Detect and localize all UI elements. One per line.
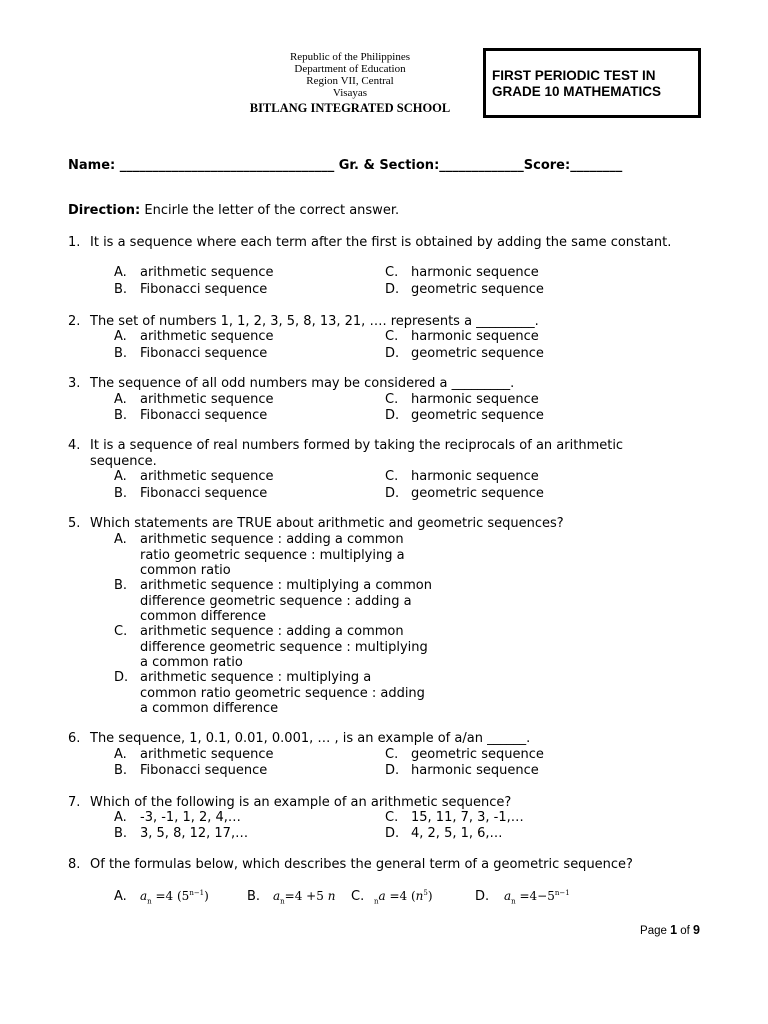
option-b[interactable] xyxy=(114,346,267,362)
option-letter: C. xyxy=(385,810,399,825)
question-3 xyxy=(68,376,708,392)
option-c[interactable] xyxy=(385,747,544,763)
option-b[interactable] xyxy=(114,486,267,502)
republic-text: Republic of the Philippines xyxy=(289,51,411,63)
option-text: harmonic sequence xyxy=(411,392,539,407)
option-letter: A. xyxy=(114,889,127,904)
of-label: of xyxy=(677,925,694,937)
option-a[interactable] xyxy=(114,469,274,485)
option-letter: D. xyxy=(385,408,400,423)
page-label: Page xyxy=(640,925,671,937)
school-header xyxy=(230,51,470,114)
option-text: arithmetic sequence : multiplying a common difference geometric sequence : adding a common difference xyxy=(140,578,432,624)
question-5 xyxy=(68,516,708,532)
question-stem: It is a sequence where each term after the first is obtained by adding the same constant. xyxy=(90,235,672,250)
option-c[interactable] xyxy=(385,810,524,826)
direction xyxy=(68,203,399,218)
option-text: Fibonacci sequence xyxy=(140,408,268,423)
option-text: 15, 11, 7, 3, -1,… xyxy=(411,810,524,825)
question-number: 5. xyxy=(68,516,81,531)
formula-a: $a_n =4$ $(5^{n-1})$ xyxy=(140,889,209,906)
option-d[interactable] xyxy=(385,408,544,424)
option-letter: B. xyxy=(114,486,128,501)
option-c[interactable] xyxy=(385,329,539,345)
option-b[interactable] xyxy=(114,408,267,424)
question-number: 6. xyxy=(68,731,81,746)
page-number: 1 xyxy=(670,923,678,937)
question-stem: The set of numbers 1, 1, 2, 3, 5, 8, 13, 21, …. represents a _________. xyxy=(90,314,539,329)
option-d[interactable] xyxy=(385,282,544,298)
test-title-box xyxy=(483,48,701,118)
formula-c: $_n$a =4 $(n^5)$ xyxy=(374,889,433,906)
option-letter: D. xyxy=(385,763,400,778)
question-number: 3. xyxy=(68,376,81,391)
region-text-2: Visayas xyxy=(332,87,368,99)
question-7 xyxy=(68,795,708,811)
question-number: 8. xyxy=(68,857,81,872)
option-d[interactable] xyxy=(385,763,539,779)
test-title-line1: FIRST PERIODIC TEST IN xyxy=(492,68,656,83)
question-2 xyxy=(68,314,708,330)
option-text: arithmetic sequence xyxy=(140,392,274,407)
direction-text: Encirle the letter of the correct answer. xyxy=(140,203,400,218)
region-text: Region VII, Central xyxy=(306,75,394,87)
option-text: geometric sequence xyxy=(411,408,544,423)
question-stem: Which of the following is an example of an arithmetic sequence? xyxy=(90,795,512,810)
option-letter: D. xyxy=(385,282,400,297)
option-b[interactable] xyxy=(114,763,267,779)
option-a[interactable] xyxy=(114,329,274,345)
option-text: arithmetic sequence xyxy=(140,329,274,344)
option-letter: C. xyxy=(385,747,399,762)
question-stem: It is a sequence of real numbers formed by taking the reciprocals of an arithmetic sequence. xyxy=(90,438,624,469)
page-total: 9 xyxy=(693,923,700,937)
option-letter: A. xyxy=(114,392,127,407)
option-a[interactable] xyxy=(114,889,140,905)
option-letter: D. xyxy=(475,889,490,904)
question-8 xyxy=(68,857,708,873)
option-letter: B. xyxy=(247,889,261,904)
option-letter: B. xyxy=(114,282,128,297)
option-letter: B. xyxy=(114,346,128,361)
option-a[interactable] xyxy=(114,810,241,826)
test-title-line2: GRADE 10 MATHEMATICS xyxy=(492,84,662,99)
option-d[interactable] xyxy=(385,826,503,842)
formula-b: $a_n=4 +5$ n xyxy=(273,889,336,906)
question-stem: The sequence, 1, 0.1, 0.01, 0.001, … , is an example of a/an ______. xyxy=(90,731,531,746)
option-a[interactable] xyxy=(114,747,274,763)
option-text: harmonic sequence xyxy=(411,469,539,484)
question-stem: Of the formulas below, which describes the general term of a geometric sequence? xyxy=(90,857,633,872)
option-text: geometric sequence xyxy=(411,346,544,361)
option-text: Fibonacci sequence xyxy=(140,763,268,778)
option-letter: C. xyxy=(385,392,399,407)
option-c[interactable] xyxy=(114,624,428,671)
question-4 xyxy=(68,438,708,469)
question-number: 4. xyxy=(68,438,81,453)
question-number: 2. xyxy=(68,314,81,329)
option-letter: B. xyxy=(114,408,128,423)
option-letter: A. xyxy=(114,532,127,547)
option-text: arithmetic sequence xyxy=(140,747,274,762)
option-text: arithmetic sequence : adding a common difference geometric sequence : multiplying a common ratio xyxy=(140,624,428,670)
option-letter: C. xyxy=(385,265,399,280)
option-text: arithmetic sequence : adding a common ratio geometric sequence : multiplying a common ratio xyxy=(140,532,405,578)
question-6 xyxy=(68,731,708,747)
option-text: harmonic sequence xyxy=(411,265,539,280)
option-text: -3, -1, 1, 2, 4,… xyxy=(140,810,241,825)
option-letter: D. xyxy=(114,670,129,685)
option-letter: C. xyxy=(385,469,399,484)
question-number: 7. xyxy=(68,795,81,810)
option-b[interactable] xyxy=(114,826,248,842)
option-text: geometric sequence xyxy=(411,282,544,297)
option-c[interactable] xyxy=(385,469,539,485)
option-text: harmonic sequence xyxy=(411,763,539,778)
student-info-line: Name: _________________________________ Gr. & Section:_____________Score:________ xyxy=(68,158,623,173)
option-text: harmonic sequence xyxy=(411,329,539,344)
option-b[interactable] xyxy=(114,578,432,625)
direction-label: Direction: xyxy=(68,203,141,218)
option-c[interactable] xyxy=(385,392,539,408)
option-letter: A. xyxy=(114,329,127,344)
department-text: Department of Education xyxy=(294,63,406,75)
question-stem: Which statements are TRUE about arithmetic and geometric sequences? xyxy=(90,516,564,531)
option-letter: D. xyxy=(385,826,400,841)
question-stem: The sequence of all odd numbers may be considered a _________. xyxy=(90,376,515,391)
option-text: Fibonacci sequence xyxy=(140,486,268,501)
option-letter: D. xyxy=(385,346,400,361)
option-text: geometric sequence xyxy=(411,486,544,501)
option-text: 4, 2, 5, 1, 6,… xyxy=(411,826,503,841)
option-a[interactable] xyxy=(114,532,405,579)
option-b[interactable] xyxy=(114,282,267,298)
option-a[interactable] xyxy=(114,392,274,408)
option-c[interactable] xyxy=(385,265,539,281)
option-text: arithmetic sequence : multiplying a common ratio geometric sequence : adding a common difference xyxy=(140,670,425,716)
option-b[interactable] xyxy=(247,889,273,905)
option-letter: D. xyxy=(385,486,400,501)
option-d[interactable] xyxy=(114,670,425,717)
question-1 xyxy=(68,235,708,251)
option-letter: B. xyxy=(114,578,128,593)
option-text: arithmetic sequence xyxy=(140,469,274,484)
option-letter: A. xyxy=(114,747,127,762)
option-text: geometric sequence xyxy=(411,747,544,762)
option-d[interactable] xyxy=(385,346,544,362)
option-text: 3, 5, 8, 12, 17,… xyxy=(140,826,249,841)
option-text: arithmetic sequence xyxy=(140,265,274,280)
option-a[interactable] xyxy=(114,265,274,281)
option-text: Fibonacci sequence xyxy=(140,282,268,297)
formula-d: $a_n =4-5^{n-1}$ xyxy=(504,889,570,906)
option-d[interactable] xyxy=(385,486,544,502)
option-letter: A. xyxy=(114,810,127,825)
option-text: Fibonacci sequence xyxy=(140,346,268,361)
school-name: BITLANG INTEGRATED SCHOOL xyxy=(249,101,451,115)
option-letter: C. xyxy=(385,329,399,344)
option-letter: B. xyxy=(114,826,128,841)
option-letter: A. xyxy=(114,265,127,280)
page-footer xyxy=(640,923,700,937)
option-d[interactable] xyxy=(475,889,501,905)
option-letter: C. xyxy=(351,889,365,904)
option-letter: B. xyxy=(114,763,128,778)
option-letter: C. xyxy=(114,624,128,639)
option-letter: A. xyxy=(114,469,127,484)
question-number: 1. xyxy=(68,235,81,250)
